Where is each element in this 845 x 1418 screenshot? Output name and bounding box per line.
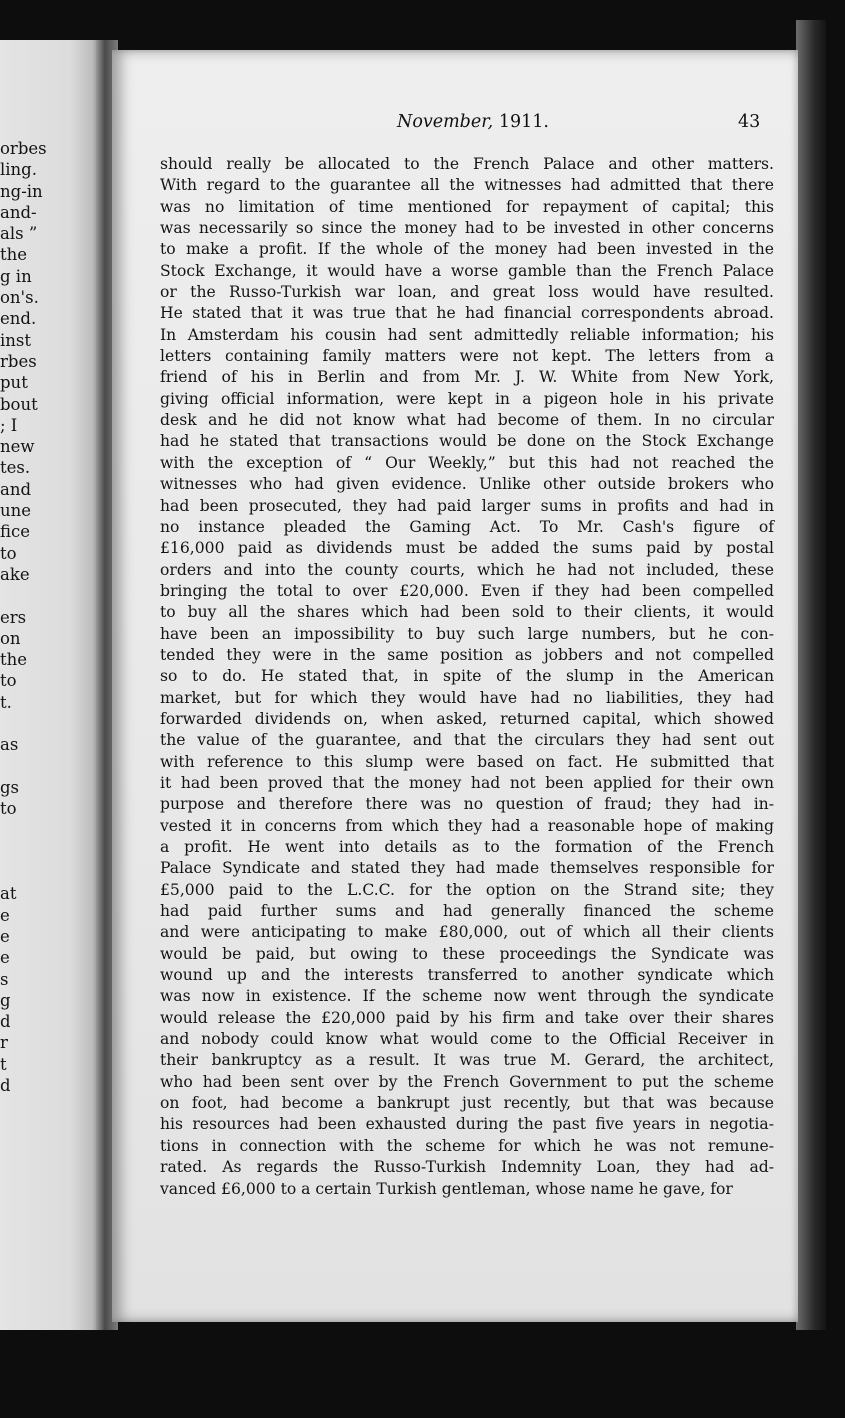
text-line: had he stated that transactions would be done on the Stock Exchange xyxy=(160,432,774,451)
text-line: and nobody could know what would come to the Official Receiver in xyxy=(160,1030,774,1049)
left-page-fragment: the xyxy=(0,245,28,265)
text-line: who had been sent over by the French Government to put the scheme xyxy=(160,1072,774,1091)
text-line: would release the £20,000 paid by his firm and take over their shares xyxy=(160,1008,774,1027)
left-page-fragment: t. xyxy=(0,692,12,712)
text-line: to buy all the shares which had been sold to their clients, it would xyxy=(160,603,774,622)
page-number: 43 xyxy=(738,112,761,132)
left-page-fragment xyxy=(0,756,47,777)
left-page-fragment: une xyxy=(0,501,32,521)
text-line: so to do. He stated that, in spite of the slump in the American xyxy=(160,667,774,686)
left-page-edge xyxy=(0,40,100,1330)
left-page-fragment xyxy=(0,841,47,862)
text-line: Palace Syndicate and stated they had made themselves responsible for xyxy=(160,859,774,878)
left-page-fragment: s xyxy=(0,969,9,989)
text-line: had paid further sums and had generally financed the scheme xyxy=(160,902,774,921)
text-line: With regard to the guarantee all the witnesses had admitted that there xyxy=(160,176,774,195)
left-page-fragment: on xyxy=(0,628,21,648)
left-page-fragment xyxy=(0,820,47,841)
left-page-fragment: e xyxy=(0,926,10,946)
body-text xyxy=(160,154,774,1200)
left-page-fragment xyxy=(0,585,47,606)
left-page-fragment: ers xyxy=(0,607,27,627)
text-line: Stock Exchange, it would have a worse gamble than the French Palace xyxy=(160,261,774,280)
left-page-fragment xyxy=(0,713,47,734)
text-line: tended they were in the same position as jobbers and not compelled xyxy=(160,645,774,664)
text-line: his resources had been exhausted during the past five years in negotia- xyxy=(160,1115,774,1134)
text-line: witnesses who had given evidence. Unlike other outside brokers who xyxy=(160,475,774,494)
left-page-fragment: inst xyxy=(0,330,32,350)
text-line: would be paid, but owing to these proceedings the Syndicate was xyxy=(160,944,774,963)
text-line: was now in existence. If the scheme now went through the syndicate xyxy=(160,987,774,1006)
text-line: £5,000 paid to the L.C.C. for the option on the Strand site; they xyxy=(160,880,774,899)
text-line: a profit. He went into details as to the formation of the French xyxy=(160,838,774,856)
left-page-text-fragments xyxy=(0,138,47,1096)
text-line: was no limitation of time mentioned for repayment of capital; this xyxy=(160,197,774,216)
text-line: friend of his in Berlin and from Mr. J. W. White from New York, xyxy=(160,368,774,387)
left-page-fragment: bout xyxy=(0,394,38,414)
text-line: on foot, had become a bankrupt just recently, but that was because xyxy=(160,1094,774,1113)
text-line: was necessarily so since the money had to be invested in other concerns xyxy=(160,219,774,238)
left-page-fragment: als ” xyxy=(0,224,38,244)
text-line: tions in connection with the scheme for which he was not remune- xyxy=(160,1136,774,1155)
text-line: the value of the guarantee, and that the circulars they had sent out xyxy=(160,731,774,750)
text-line: have been an impossibility to buy such large numbers, but he con- xyxy=(160,624,774,643)
running-head-month: November, xyxy=(397,112,494,132)
text-line: rated. As regards the Russo-Turkish Indemnity Loan, they had ad- xyxy=(160,1158,774,1177)
text-line: with the exception of “ Our Weekly,” but this had not reached the xyxy=(160,453,774,472)
text-line: desk and he did not know what had become of them. In no circular xyxy=(160,411,774,430)
text-line: orders and into the county courts, which he had not included, these xyxy=(160,560,774,579)
left-page-fragment: d xyxy=(0,1076,11,1096)
right-page-edge xyxy=(796,20,826,1330)
left-page-fragment: to xyxy=(0,543,17,563)
running-head-year: 1911. xyxy=(498,112,549,132)
left-page-fragment: to xyxy=(0,799,17,819)
left-page-fragment: t xyxy=(0,1054,7,1074)
left-page-fragment: ling. xyxy=(0,160,37,180)
text-line: with reference to this slump were based on fact. He submitted that xyxy=(160,752,774,771)
text-line: market, but for which they would have had no liabilities, they had xyxy=(160,688,774,707)
left-page-fragment: rbes xyxy=(0,351,37,371)
text-line: it had been proved that the money had not been applied for their own xyxy=(160,773,774,792)
left-page-fragment: as xyxy=(0,735,19,755)
left-page-fragment xyxy=(0,862,47,883)
left-page-fragment: g xyxy=(0,990,11,1010)
left-page-fragment: ng-in xyxy=(0,181,43,201)
left-page-fragment: at xyxy=(0,884,17,904)
left-page-fragment: tes. xyxy=(0,458,31,478)
left-page-fragment: put xyxy=(0,373,28,393)
left-page-fragment: and- xyxy=(0,202,37,222)
text-line: purpose and therefore there was no question of fraud; they had in- xyxy=(160,795,774,814)
left-page-fragment: end. xyxy=(0,309,37,329)
text-line: forwarded dividends on, when asked, returned capital, which showed xyxy=(160,709,774,728)
left-page-fragment: d xyxy=(0,1012,11,1032)
left-page-fragment: ake xyxy=(0,564,30,584)
text-line: or the Russo-Turkish war loan, and great loss would have resulted. xyxy=(160,283,774,302)
text-line: should really be allocated to the French Palace and other matters. xyxy=(160,155,774,173)
text-line: had been prosecuted, they had paid larger sums in profits and had in xyxy=(160,496,774,515)
text-line: giving official information, were kept in a pigeon hole in his private xyxy=(160,389,774,408)
left-page-fragment: orbes xyxy=(0,139,47,158)
text-line: wound up and the interests transferred to another syndicate which xyxy=(160,966,774,985)
text-line: vanced £6,000 to a certain Turkish gentleman, whose name he gave, for xyxy=(160,1179,733,1198)
main-page xyxy=(112,50,798,1322)
left-page-fragment: e xyxy=(0,905,10,925)
text-line: and were anticipating to make £80,000, out of which all their clients xyxy=(160,923,774,942)
text-line: vested it in concerns from which they had a reasonable hope of making xyxy=(160,816,774,835)
left-page-fragment: to xyxy=(0,671,17,691)
text-line: He stated that it was true that he had financial correspondents abroad. xyxy=(160,304,774,323)
left-page-fragment: the xyxy=(0,650,28,670)
left-page-fragment: new xyxy=(0,437,35,457)
left-page-fragment: e xyxy=(0,948,10,968)
text-line: bringing the total to over £20,000. Even if they had been compelled xyxy=(160,581,774,600)
text-line: to make a profit. If the whole of the money had been invested in the xyxy=(160,240,774,259)
text-line: letters containing family matters were not kept. The letters from a xyxy=(160,347,774,366)
text-line: £16,000 paid as dividends must be added the sums paid by postal xyxy=(160,539,774,558)
text-line: their bankruptcy as a result. It was true M. Gerard, the architect, xyxy=(160,1051,774,1070)
text-line: In Amsterdam his cousin had sent admittedly reliable information; his xyxy=(160,325,774,344)
left-page-fragment: ; I xyxy=(0,415,18,435)
left-page-fragment: gs xyxy=(0,777,20,797)
left-page-fragment: fice xyxy=(0,522,31,542)
running-head xyxy=(397,112,549,132)
page-header xyxy=(112,112,798,138)
left-page-fragment: on's. xyxy=(0,288,39,308)
left-page-fragment: g in xyxy=(0,266,32,286)
left-page-fragment: r xyxy=(0,1033,8,1053)
left-page-fragment: and xyxy=(0,479,32,499)
text-line: no instance pleaded the Gaming Act. To Mr. Cash's figure of xyxy=(160,517,774,536)
